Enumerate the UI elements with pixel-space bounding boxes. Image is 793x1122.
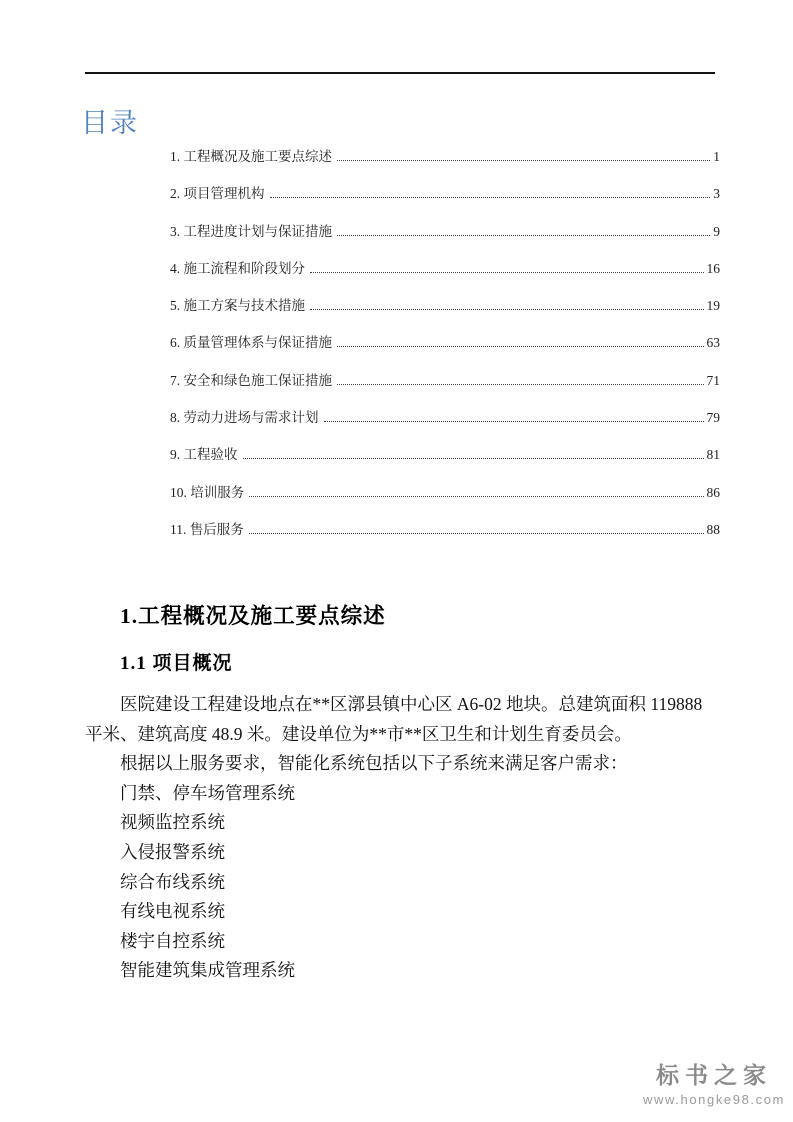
toc-entry-label: 3. 工程进度计划与保证措施 <box>170 223 332 239</box>
section-heading: 1.工程概况及施工要点综述 <box>120 604 386 628</box>
body-paragraph-requirements: 根据以上服务要求，智能化系统包括以下子系统来满足客户需求： <box>120 753 628 774</box>
toc-entry-label: 1. 工程概况及施工要点综述 <box>170 149 332 164</box>
toc-dot-leader <box>337 160 710 161</box>
system-list-item: 智能建筑集成管理系统 <box>120 960 295 981</box>
toc-dot-leader <box>337 235 710 236</box>
toc-entry-page-number: 19 <box>706 298 720 314</box>
toc-entry <box>170 522 720 538</box>
header-rule <box>85 72 715 74</box>
toc-entry-page-number: 71 <box>706 372 720 388</box>
toc-entry <box>170 485 720 501</box>
toc-entry <box>170 335 720 351</box>
watermark-brand: 标书之家 <box>656 1062 773 1088</box>
toc-entry-label: 5. 施工方案与技术措施 <box>170 298 305 314</box>
toc-entry <box>170 186 720 202</box>
toc-entry-label: 8. 劳动力进场与需求计划 <box>170 410 319 426</box>
toc-entry <box>170 261 720 277</box>
toc-dot-leader <box>310 272 704 273</box>
toc-entry <box>170 224 720 240</box>
body-paragraph-overview: 医院建设工程建设地点在**区漷县镇中心区 A6-02 地块。总建筑面积 119888 平米、建筑高度 48.9 米。建设单位为**市**区卫生和计划生育委员会。 <box>85 694 703 744</box>
system-list <box>85 779 713 986</box>
toc-entry-page-number: 88 <box>706 521 720 537</box>
toc-dot-leader <box>243 458 704 459</box>
toc-entry-page-number: 63 <box>706 335 720 351</box>
watermark-url: www.hongke98.com <box>643 1092 785 1107</box>
toc-dot-leader <box>249 496 703 497</box>
toc-title: 目录 <box>81 108 139 138</box>
toc-entry-label: 9. 工程验收 <box>170 447 238 463</box>
toc-entry <box>170 298 720 314</box>
system-list-item: 综合布线系统 <box>120 871 225 892</box>
body-text <box>85 690 713 986</box>
toc-entry <box>170 447 720 463</box>
toc-entry-label: 11. 售后服务 <box>170 521 244 537</box>
subsection-heading: 1.1 项目概况 <box>120 653 233 674</box>
toc-list <box>170 149 720 559</box>
toc-entry <box>170 373 720 389</box>
toc-entry-page-number: 3 <box>713 186 720 202</box>
toc-entry-page-number: 1 <box>713 149 720 164</box>
toc-entry-page-number: 9 <box>713 223 720 239</box>
toc-entry-label: 7. 安全和绿色施工保证措施 <box>170 372 332 388</box>
toc-entry <box>170 149 720 165</box>
watermark <box>643 1057 785 1107</box>
toc-dot-leader <box>337 346 704 347</box>
toc-entry-page-number: 86 <box>706 484 720 500</box>
toc-entry-label: 4. 施工流程和阶段划分 <box>170 260 305 276</box>
toc-dot-leader <box>270 197 711 198</box>
toc-entry-page-number: 79 <box>706 410 720 426</box>
toc-dot-leader <box>249 533 704 534</box>
toc-entry-label: 2. 项目管理机构 <box>170 186 265 202</box>
system-list-item: 视频监控系统 <box>120 812 225 833</box>
toc-dot-leader <box>310 309 704 310</box>
toc-dot-leader <box>337 384 704 385</box>
toc-entry-label: 10. 培训服务 <box>170 484 245 500</box>
toc-entry-label: 6. 质量管理体系与保证措施 <box>170 335 332 351</box>
toc-entry-page-number: 81 <box>706 447 720 463</box>
toc-entry <box>170 410 720 426</box>
system-list-item: 楼宇自控系统 <box>120 930 225 951</box>
toc-entry-page-number: 16 <box>706 260 720 276</box>
system-list-item: 门禁、停车场管理系统 <box>120 782 295 803</box>
system-list-item: 入侵报警系统 <box>120 841 225 862</box>
toc-dot-leader <box>324 421 704 422</box>
system-list-item: 有线电视系统 <box>120 901 225 922</box>
